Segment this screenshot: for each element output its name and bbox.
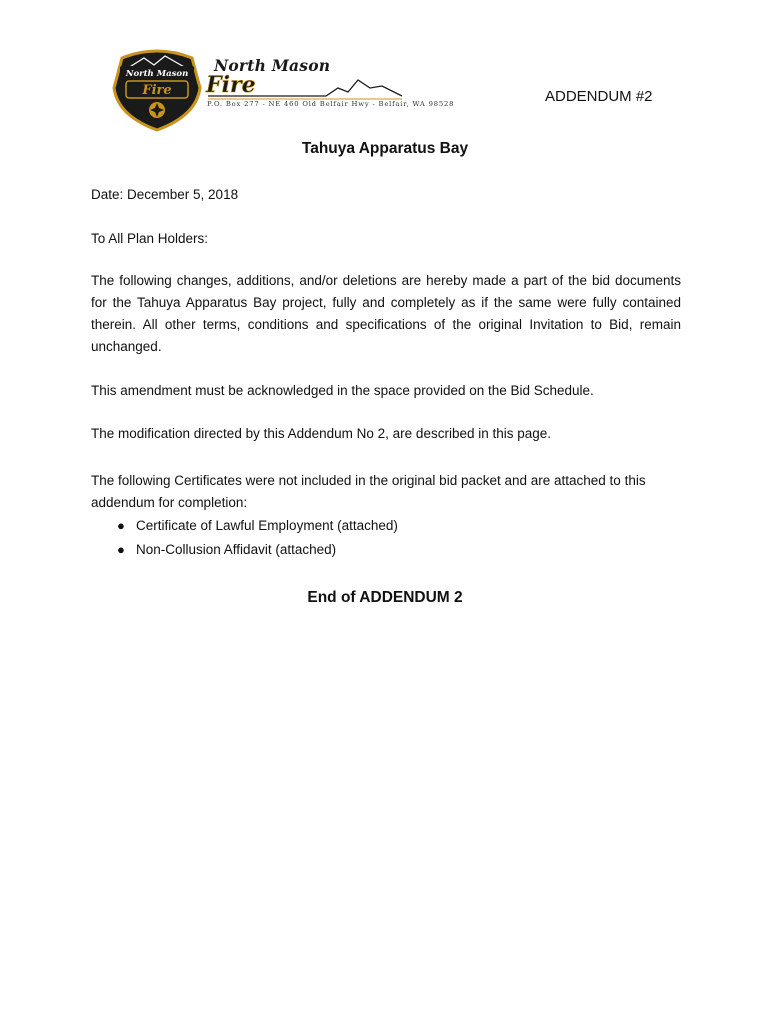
bullet-icon: ● xyxy=(117,518,125,533)
brand-name: North Mason xyxy=(214,56,331,75)
bullet-icon: ● xyxy=(117,542,125,557)
paragraph-acknowledgement: This amendment must be acknowledged in the space provided on the Bid Schedule. xyxy=(91,383,594,398)
brand-fire: Fire xyxy=(206,72,256,98)
certificate-label: Non-Collusion Affidavit (attached) xyxy=(136,542,337,557)
mailing-address: P.O. Box 277 - NE 460 Old Belfair Hwy - Belfair, WA 98528 xyxy=(207,100,455,108)
paragraph-modification: The modification directed by this Addendum No 2, are described in this page. xyxy=(91,426,552,441)
paragraph-certificates: The following Certificates were not included in the original bid packet and are attached to this addendum for completion: xyxy=(91,473,646,510)
document-title: Tahuya Apparatus Bay xyxy=(301,140,469,157)
certificates-list xyxy=(91,514,681,562)
list-item xyxy=(91,538,681,562)
salutation: To All Plan Holders: xyxy=(91,231,209,246)
badge-main-text: Fire xyxy=(142,83,172,98)
fire-department-badge-logo xyxy=(110,48,204,132)
end-title: End of ADDENDUM 2 xyxy=(307,589,463,606)
list-item xyxy=(91,514,681,538)
paragraph-bid-documents: The following changes, additions, and/or deletions are hereby made a part of the bid documents for the Tahuya Apparatus Bay project, fully and completely as if the same were fully contained therein. All other terms, conditions and specifications of the original Invitation to Bid, remain unchanged. xyxy=(91,273,681,354)
addendum-label: ADDENDUM #2 xyxy=(545,88,653,105)
date-line: Date: December 5, 2018 xyxy=(91,187,239,202)
badge-top-text: North Mason xyxy=(125,69,189,79)
certificate-label: Certificate of Lawful Employment (attached) xyxy=(136,518,398,533)
